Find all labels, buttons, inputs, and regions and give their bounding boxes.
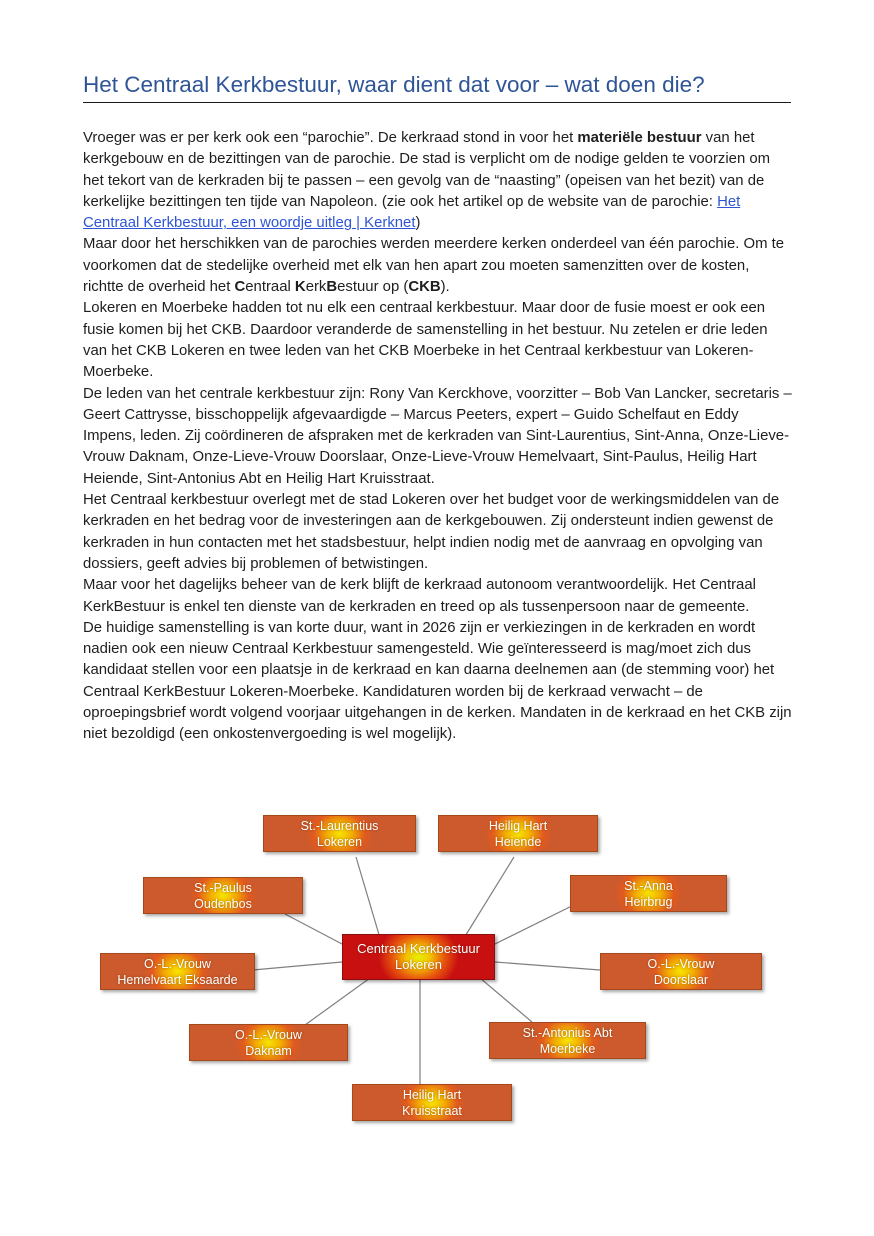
paragraph-role: Het Centraal kerkbestuur overlegt met de stad Lokeren over het budget voor de werkingsmiddelen van de kerkraden en het bedrag voor de investeringen aan de kerkgebouwen. Zij ondersteunt indien gewenst de kerkraden in hun contacten met het stadsbestuur, helpt indien nodig met de aanvraag en opvolging van dossiers, geeft advies bij problemen of betwistingen.	[83, 492, 780, 572]
bold-text: CKB	[408, 279, 441, 296]
connector-doorslaar	[495, 962, 600, 970]
node-heilig-hart-heiende	[438, 815, 598, 852]
paragraph-ckb-origin	[83, 234, 793, 298]
page-title: Het Centraal Kerkbestuur, waar dient dat voor – wat doen die?	[83, 70, 791, 103]
organization-diagram	[100, 810, 764, 1130]
bold-letter: B	[326, 279, 338, 296]
text: erk	[305, 279, 327, 296]
bold-text: materiële bestuur	[577, 130, 702, 146]
article-body	[83, 128, 793, 746]
text: entraal	[245, 279, 295, 296]
node-label: O.-L.-Vrouw Hemelvaart Eksaarde	[117, 956, 238, 987]
node-label: St.-Anna Heirbrug	[624, 878, 673, 909]
node-st-paulus	[143, 877, 303, 914]
node-st-antonius-abt	[489, 1022, 646, 1059]
text: estuur op (	[337, 279, 409, 296]
node-st-anna	[570, 875, 727, 912]
text: Vroeger was er per kerk ook een “parochie”. De kerkraad stond in voor het	[83, 130, 578, 146]
node-label: Centraal Kerkbestuur Lokeren	[357, 941, 480, 972]
node-label: Heilig Hart Kruisstraat	[402, 1087, 462, 1118]
bold-letter: K	[294, 279, 306, 296]
node-label: Heilig Hart Heiende	[488, 818, 548, 849]
paragraph-members: De leden van het centrale kerkbestuur zijn: Rony Van Kerckhove, voorzitter – Bob Van Lancker, secretaris – Geert Cattrysse, bisschoppelijk afgevaardigde – Marcus Peeters, expert – Guido Schelfaut en Eddy Impens, leden. Zij coördineren de afspraken met de kerkraden van Sint-Laurentius, Sint-Anna, Onze-Lieve-Vrouw Daknam, Onze-Lieve-Vrouw Doorslaar, Onze-Lieve-Vrouw Hemelvaart, Sint-Paulus, Heilig Hart Heiende, Sint-Antonius Abt en Heilig Hart Kruisstraat.	[83, 385, 792, 487]
bold-letter: C	[234, 279, 246, 296]
text: ).	[440, 279, 450, 296]
connector-paulus	[285, 914, 342, 944]
connector-daknam	[305, 978, 370, 1025]
paragraph-autonomy: Maar voor het dagelijks beheer van de kerk blijft de kerkraad autonoom verantwoordelijk. Het Centraal KerkBestuur is enkel ten dienste van de kerkraden en treed op als tussenpersoon naar de gemeente.	[83, 577, 756, 615]
node-olv-doorslaar	[600, 953, 762, 990]
node-olv-daknam	[189, 1024, 348, 1061]
node-label: St.-Antonius Abt Moerbeke	[522, 1025, 613, 1056]
node-label: O.-L.-Vrouw Doorslaar	[647, 956, 715, 987]
kerknet-link[interactable]: Het Centraal Kerkbestuur, een woordje uitleg | Kerknet	[83, 193, 741, 232]
node-central-kerkbestuur	[342, 934, 495, 980]
text: )	[415, 215, 421, 232]
node-label: St.-Paulus Oudenbos	[194, 880, 252, 911]
paragraph-fusion: Lokeren en Moerbeke hadden tot nu elk een centraal kerkbestuur. Maar door de fusie moest er ook een fusie komen bij het CKB. Daardoor veranderde de samenstelling in het bestuur. Nu zetelen er drie leden van het CKB Lokeren en twee leden van het CKB Moerbeke in het Centraal kerkbestuur van Lokeren-Moerbeke.	[83, 300, 768, 381]
connector-laurentius	[356, 857, 380, 938]
paragraph-elections: De huidige samenstelling is van korte duur, want in 2026 zijn er verkiezingen in de kerkraden en wordt nadien ook een nieuw Centraal Kerkbestuur samengesteld. Wie geïnteresseerd is mag/moet zich dus kandidaat stellen voor een plaatsje in de kerkraad en kan daarna deelnemen aan (de stemming voor) het Centraal KerkBestuur Lokeren-Moerbeke. Kandidaturen worden bij de kerkraad verwacht – de oproepingsbrief wordt volgend voorjaar uitgehangen in de kerken. Mandaten in de kerkraad en het CKB zijn niet bezoldigd (een onkostenvergoeding is wel mogelijk).	[83, 619, 792, 743]
node-label: St.-Laurentius Lokeren	[300, 818, 379, 849]
node-label: O.-L.-Vrouw Daknam	[235, 1027, 302, 1058]
node-olv-hemelvaart	[100, 953, 255, 990]
text: Maar door het herschikken van de parochies werden meerdere kerken onderdeel van één parochie. Om te voorkomen dat de stedelijke overheid met elk van hen apart zou moeten samenzitten over de kosten, richtte de overheid het	[83, 236, 785, 296]
connector-hemelvaart	[253, 962, 342, 970]
connector-heiende	[464, 857, 514, 938]
node-st-laurentius	[263, 815, 416, 852]
connector-antonius	[480, 978, 532, 1022]
node-heilig-hart-kruisstraat	[352, 1084, 512, 1121]
text: van het kerkgebouw en de bezittingen van de parochie. De stad is verplicht om de nodige gelden te voorzien om het tekort van de kerkraden bij te passen – een gevolg van de “naasting” (opeisen van het bezit) van de kerkelijke bezittingen ten tijde van Napoleon. (zie ook het artikel op de website van de parochie:	[83, 130, 771, 210]
paragraph-intro	[83, 128, 793, 234]
